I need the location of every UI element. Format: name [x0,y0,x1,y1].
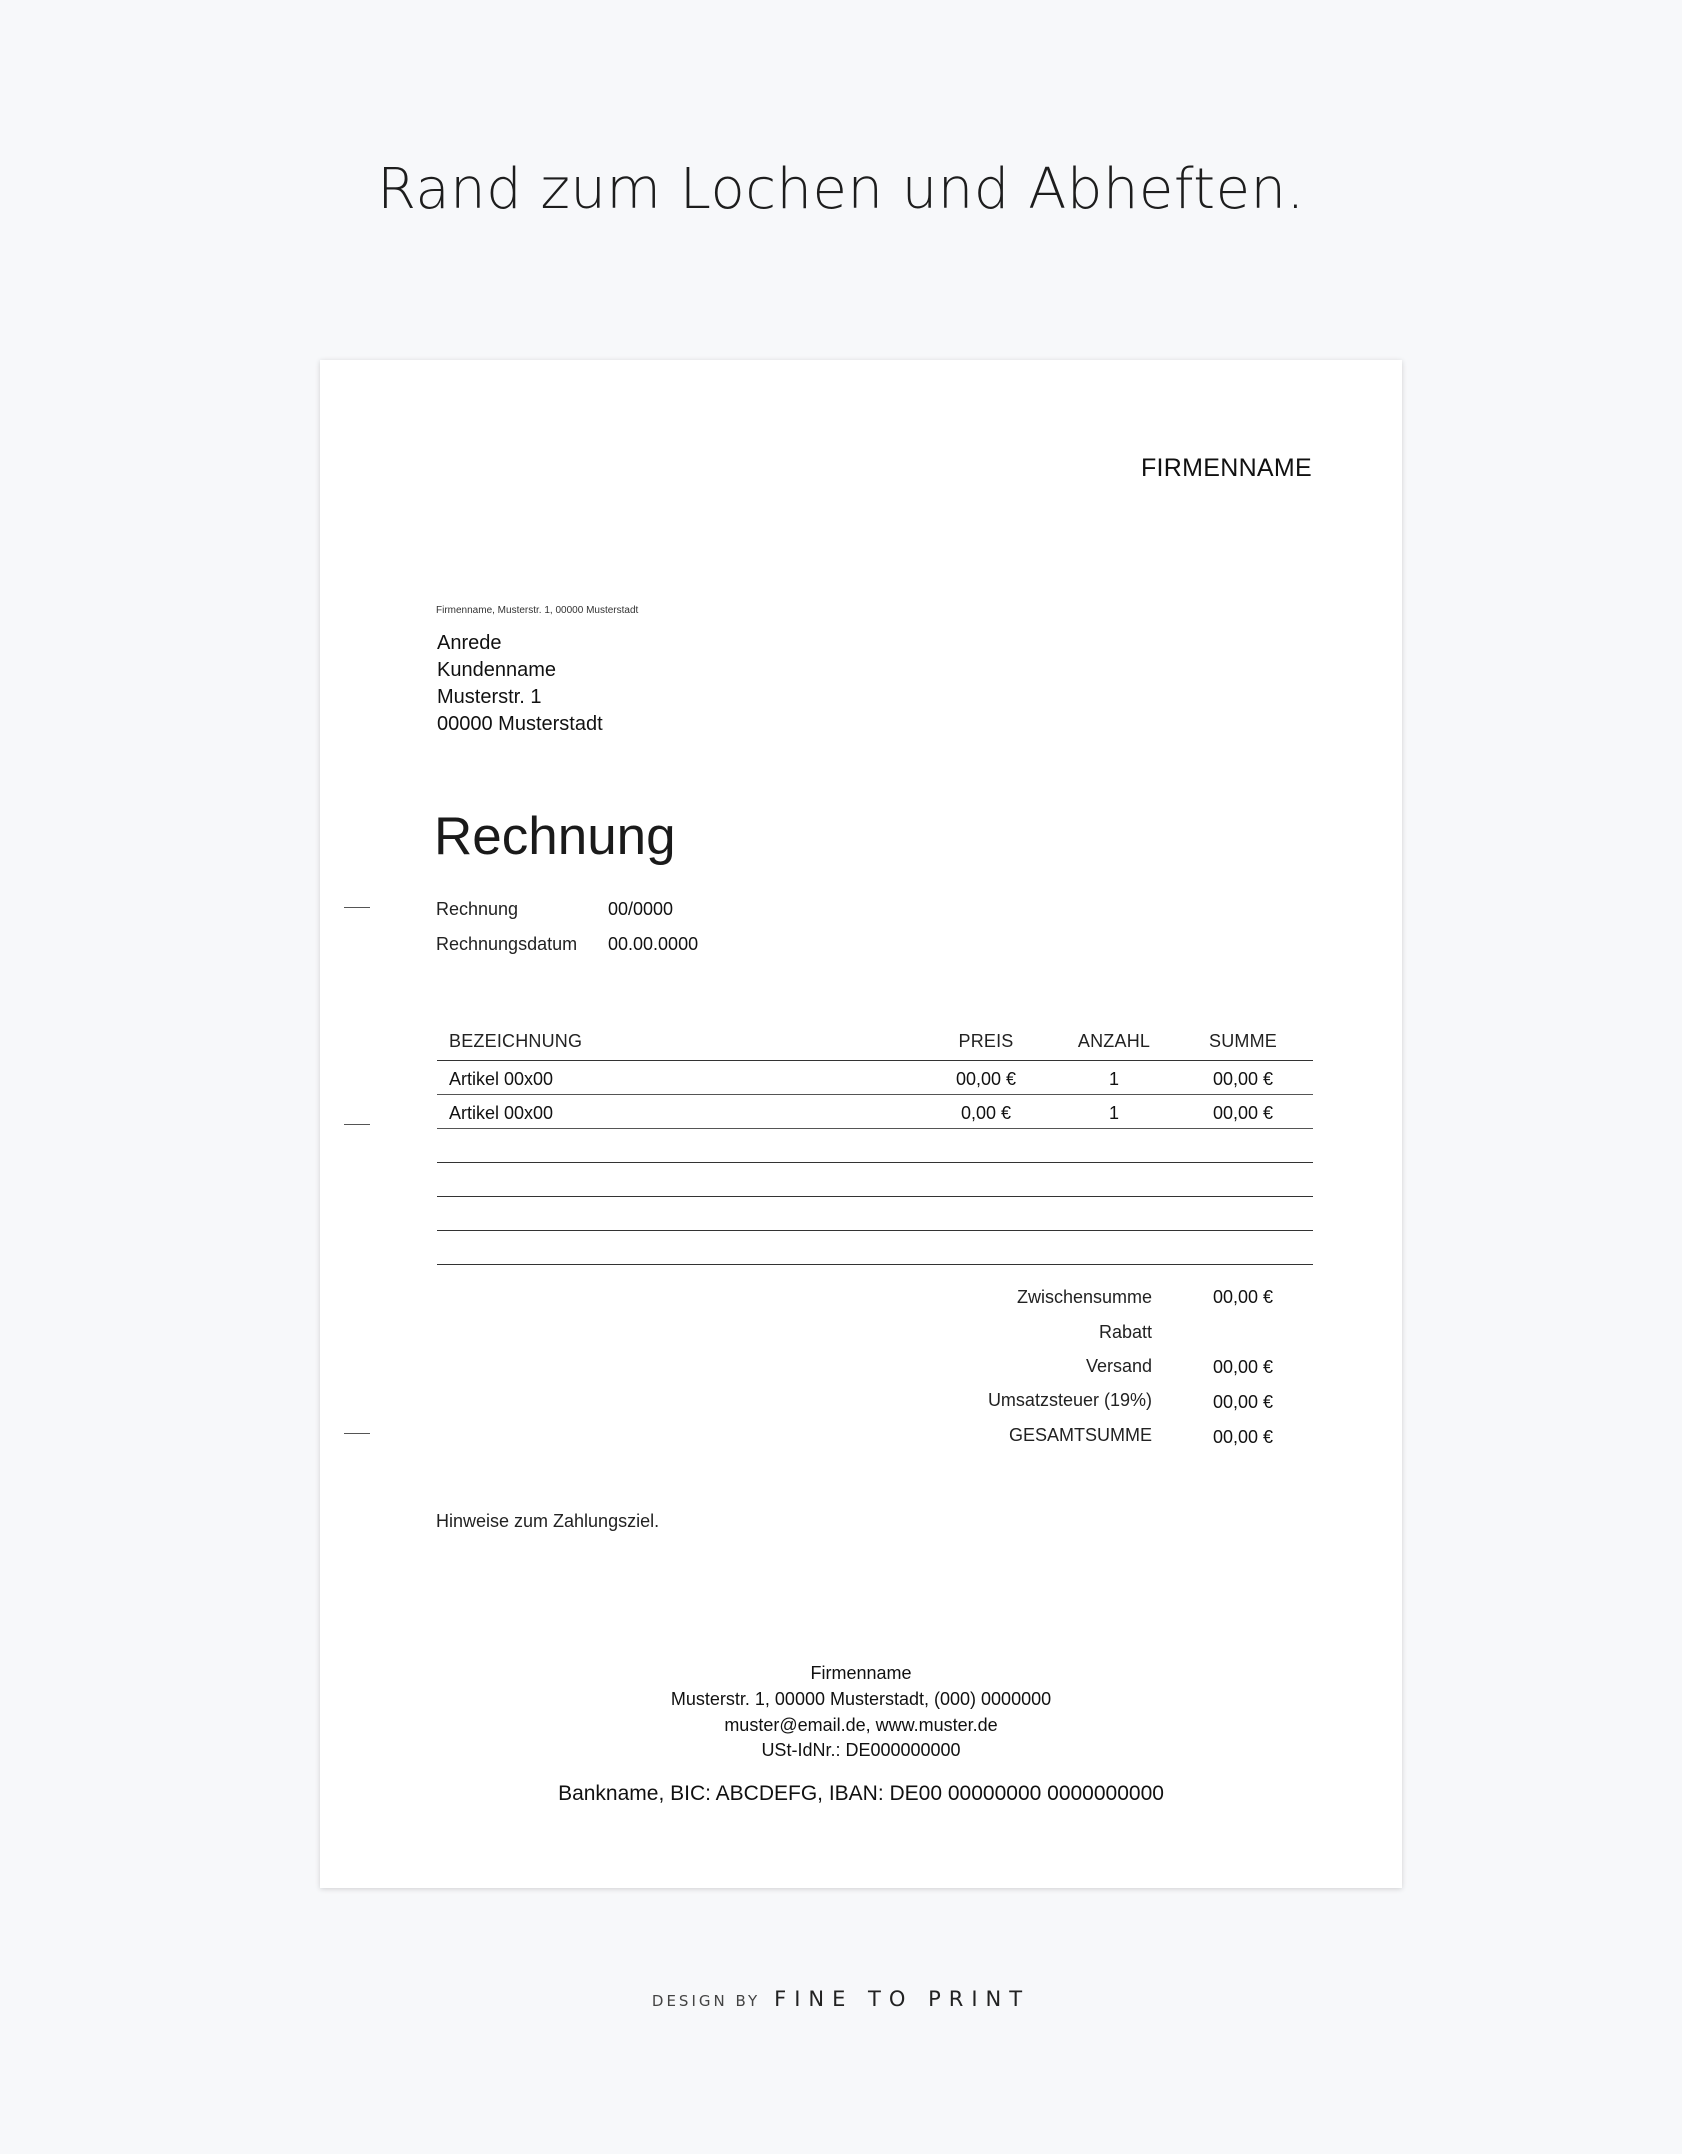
fold-mark [344,1433,370,1434]
invoice-page [320,360,1402,1888]
footer-company: Firmenname [810,1663,912,1683]
recipient-address [437,630,603,738]
design-credit [0,1989,1682,2010]
row-2-quantity: 1 [1108,1103,1119,1123]
recipient-line: 00000 Musterstadt [437,713,603,735]
row-2-name: Artikel 00x00 [449,1103,554,1123]
empty-row-rule [437,1196,1313,1197]
footer-address: Musterstr. 1, 00000 Musterstadt, (000) 0000000 [670,1689,1052,1709]
document-title: Rechnung [434,807,676,866]
grand-total-value: 00,00 € [1213,1427,1274,1447]
shipping-value: 00,00 € [1213,1357,1274,1377]
invoice-date-label: Rechnungsdatum [436,934,578,954]
recipient-line: Musterstr. 1 [437,686,542,708]
punch-mark [344,1124,370,1125]
grand-total-label: GESAMTSUMME [1008,1425,1152,1445]
invoice-date-value: 00.00.0000 [608,934,699,954]
shipping-label: Versand [1085,1356,1152,1376]
vat-value: 00,00 € [1213,1392,1274,1412]
subtotal-label: Zwischensumme [1016,1287,1152,1307]
credit-brand: FINE TO PRINT [774,1987,1031,2011]
footer-vat-id: USt-IdNr.: DE000000000 [761,1740,961,1760]
subtotal-value: 00,00 € [1213,1287,1274,1307]
table-row-rule [437,1128,1313,1129]
empty-row-rule [437,1230,1313,1231]
row-1-sum: 00,00 € [1212,1069,1274,1089]
recipient-line: Kundenname [437,659,556,681]
recipient-line: Anrede [437,632,502,654]
headline: Rand zum Lochen und Abheften. [377,157,1305,222]
company-name: FIRMENNAME [1140,454,1312,482]
row-1-price: 00,00 € [955,1069,1017,1089]
credit-prefix: DESIGN BY [651,1992,761,2010]
sender-line: Firmenname, Musterstr. 1, 00000 Musterstadt [436,605,639,616]
row-1-quantity: 1 [1108,1069,1119,1089]
table-bottom-rule [437,1264,1313,1265]
invoice-number-label: Rechnung [436,899,519,919]
discount-label: Rabatt [1098,1322,1152,1342]
payment-note: Hinweise zum Zahlungsziel. [436,1511,660,1531]
column-header-quantity: ANZAHL [1077,1031,1151,1051]
table-header-rule [437,1060,1313,1061]
table-row-rule [437,1094,1313,1095]
invoice-number-value: 00/0000 [608,899,674,919]
row-2-price: 0,00 € [960,1103,1012,1123]
column-header-sum: SUMME [1209,1031,1277,1051]
row-2-sum: 00,00 € [1212,1103,1274,1123]
vat-label: Umsatzsteuer (19%) [987,1390,1152,1410]
column-header-name: BEZEICHNUNG [449,1031,583,1051]
footer-contact: muster@email.de, www.muster.de [724,1715,998,1735]
column-header-price: PREIS [958,1031,1014,1051]
fold-mark [344,907,370,908]
empty-row-rule [437,1162,1313,1163]
row-1-name: Artikel 00x00 [449,1069,554,1089]
footer-bank-details: Bankname, BIC: ABCDEFG, IBAN: DE00 00000000 0000000000 [558,1782,1164,1805]
